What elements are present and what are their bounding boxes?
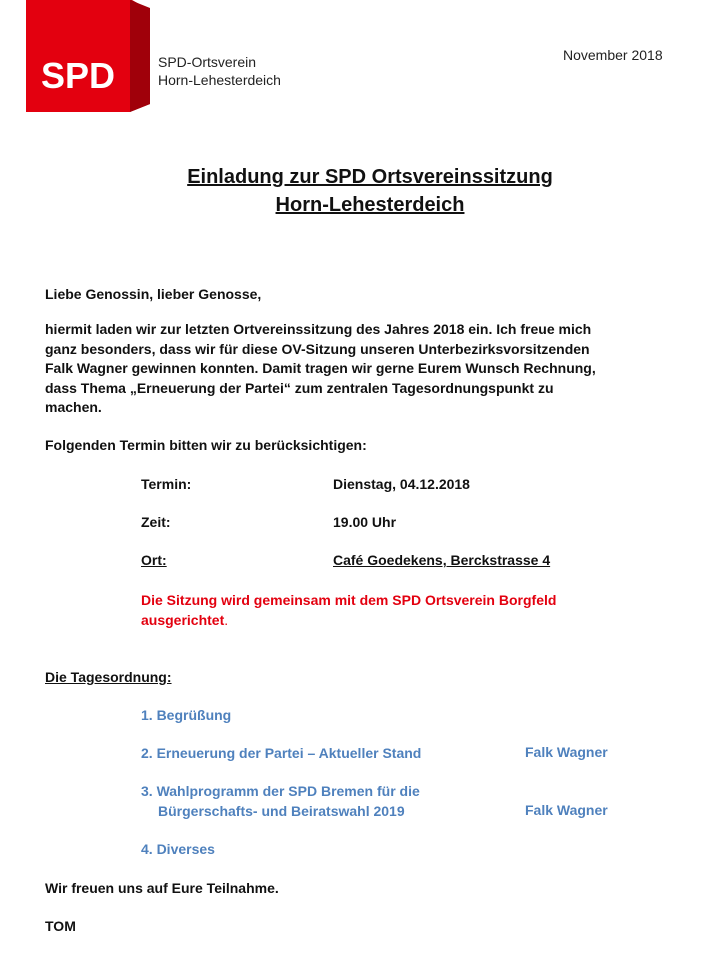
ort-value: Café Goedekens, Berckstrasse 4 bbox=[333, 552, 551, 568]
title-line-2: Horn-Lehesterdeich bbox=[275, 194, 465, 216]
notice-period: . bbox=[224, 611, 229, 628]
org-line-1: SPD-Ortsverein bbox=[158, 54, 257, 70]
zeit-label: Zeit: bbox=[141, 514, 171, 530]
intro-line: machen. bbox=[45, 399, 102, 415]
termin-value: Dienstag, 04.12.2018 bbox=[333, 476, 470, 492]
document-title bbox=[0, 163, 720, 219]
joint-meeting-notice bbox=[141, 591, 556, 630]
intro-line: dass Thema „Erneuerung der Partei“ zum zentralen Tagesordnungspunkt zu bbox=[45, 379, 554, 396]
termin-label: Termin: bbox=[141, 476, 192, 492]
zeit-value: 19.00 Uhr bbox=[333, 514, 397, 530]
document-date: November 2018 bbox=[563, 47, 663, 63]
intro-line: ganz besonders, dass wir für diese OV-Sitzung unseren Unterbezirksvorsitzenden bbox=[45, 340, 590, 357]
closing-text: Wir freuen uns auf Eure Teilnahme. bbox=[45, 880, 279, 896]
spd-logo bbox=[26, 0, 150, 112]
agenda-item-3 bbox=[141, 782, 420, 821]
notice-line-2: ausgerichtet bbox=[141, 611, 225, 628]
intro-line: hiermit laden wir zur letzten Ortvereinssitzung des Jahres 2018 ein. Ich freue mich bbox=[45, 321, 592, 337]
intro-paragraph bbox=[45, 320, 685, 418]
notice-line-1: Die Sitzung wird gemeinsam mit dem SPD Ortsverein Borgfeld bbox=[141, 592, 557, 608]
agenda-item-2: 2. Erneuerung der Partei – Aktueller Stand bbox=[141, 745, 422, 761]
organization-name bbox=[158, 53, 281, 89]
signature: TOM bbox=[45, 918, 76, 934]
agenda-item-2-speaker: Falk Wagner bbox=[525, 744, 608, 760]
title-line-1: Einladung zur SPD Ortsvereinssitzung bbox=[187, 166, 553, 188]
agenda-item-3-line-1: 3. Wahlprogramm der SPD Bremen für die bbox=[141, 783, 420, 799]
agenda-item-3-speaker: Falk Wagner bbox=[525, 802, 608, 818]
ort-label: Ort: bbox=[141, 552, 167, 568]
org-line-2: Horn-Lehesterdeich bbox=[158, 72, 281, 88]
logo-text: SPD bbox=[40, 55, 116, 96]
termin-intro: Folgenden Termin bitten wir zu berücksichtigen: bbox=[45, 437, 367, 453]
agenda-item-1: 1. Begrüßung bbox=[141, 707, 232, 723]
greeting: Liebe Genossin, lieber Genosse, bbox=[45, 286, 262, 302]
agenda-item-4: 4. Diverses bbox=[141, 841, 215, 857]
intro-line: Falk Wagner gewinnen konnten. Damit tragen wir gerne Eurem Wunsch Rechnung, bbox=[45, 360, 596, 376]
agenda-item-3-line-2: Bürgerschafts- und Beiratswahl 2019 bbox=[158, 802, 405, 819]
agenda-heading: Die Tagesordnung: bbox=[45, 669, 172, 685]
